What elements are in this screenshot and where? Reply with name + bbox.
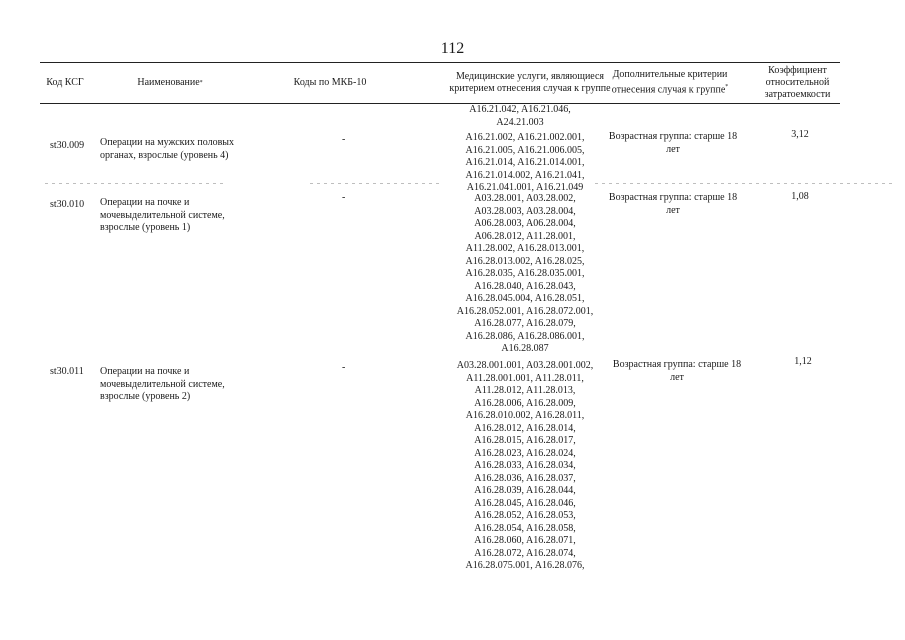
row-name: Операции на почке и мочевыделительной системе, взрослые (уровень 2) bbox=[100, 366, 225, 402]
row-mkb: - bbox=[342, 192, 346, 203]
row-mkb: - bbox=[342, 134, 346, 145]
service-line: A16.28.052, A16.28.053, bbox=[474, 510, 576, 521]
header-mkb-text: Коды по МКБ-10 bbox=[293, 77, 367, 88]
service-line: A11.28.012, A11.28.013, bbox=[474, 385, 576, 396]
service-line: A16.21.014, A16.21.014.001, bbox=[465, 157, 585, 168]
row-criteria: Возрастная группа: старше 18 лет bbox=[612, 359, 742, 383]
service-line: A16.28.012, A16.28.014, bbox=[474, 422, 576, 434]
service-line: A06.28.012, A11.28.001, bbox=[474, 230, 576, 242]
service-line: A16.28.060, A16.28.071, bbox=[474, 535, 576, 546]
header-name-text: Наименование bbox=[137, 77, 200, 88]
service-line: A16.21.042, A16.21.046, bbox=[469, 104, 571, 115]
service-line: A16.28.015, A16.28.017, bbox=[474, 435, 576, 446]
header-criteria-text: Дополнительные критерии отнесения случая к группе bbox=[611, 69, 728, 96]
row-mkb: - bbox=[342, 362, 346, 373]
carryover-services bbox=[440, 104, 600, 129]
service-line: A16.21.041.001, A16.21.049 bbox=[466, 182, 584, 193]
service-line: A16.28.072, A16.28.074, bbox=[474, 547, 576, 559]
service-line: A16.21.002, A16.21.002.001, bbox=[465, 132, 585, 143]
service-line: A16.28.013.002, A16.28.025, bbox=[465, 255, 585, 267]
row-coefficient: 1,08 bbox=[791, 191, 809, 202]
row-code: st30.011 bbox=[50, 366, 84, 377]
service-line: A16.28.033, A16.28.034, bbox=[474, 460, 576, 471]
header-services-text: Медицинские услуги, являющиеся критерием отнесения случая к группе bbox=[449, 71, 611, 94]
header-coefficient-text: Коэффициент относительной затратоемкости bbox=[764, 65, 831, 100]
service-line: A16.28.075.001, A16.28.076, bbox=[465, 560, 585, 571]
row-services bbox=[445, 360, 605, 573]
header-code bbox=[40, 63, 90, 103]
header-mkb bbox=[260, 63, 400, 103]
row-criteria: Возрастная группа: старше 18 лет bbox=[608, 192, 738, 216]
service-line: A16.28.010.002, A16.28.011, bbox=[465, 410, 585, 421]
header-name bbox=[100, 63, 240, 103]
service-line: A16.28.054, A16.28.058, bbox=[474, 522, 576, 534]
service-line: A16.28.023, A16.28.024, bbox=[474, 447, 576, 459]
service-line: A03.28.003, A03.28.004, bbox=[474, 205, 576, 217]
header-criteria-mark: * bbox=[725, 84, 729, 91]
scan-noise bbox=[595, 183, 895, 184]
row-code: st30.009 bbox=[50, 140, 85, 151]
service-line: A16.28.045.004, A16.28.051, bbox=[465, 293, 585, 304]
service-line: A24.21.003 bbox=[496, 116, 544, 128]
service-line: A16.21.005, A16.21.006.005, bbox=[465, 144, 585, 156]
scan-noise bbox=[310, 183, 440, 184]
service-line: A16.28.045, A16.28.046, bbox=[474, 497, 576, 509]
service-line: A16.28.006, A16.28.009, bbox=[474, 397, 576, 409]
service-line: A16.28.086, A16.28.086.001, bbox=[465, 330, 585, 342]
service-line: A06.28.003, A06.28.004, bbox=[474, 218, 576, 229]
row-criteria: Возрастная группа: старше 18 лет bbox=[608, 131, 738, 155]
service-line: A03.28.001.001, A03.28.001.002, bbox=[456, 360, 594, 371]
service-line: A11.28.002, A16.28.013.001, bbox=[465, 243, 585, 254]
service-line: A16.28.087 bbox=[501, 343, 549, 354]
header-code-text: Код КСГ bbox=[46, 77, 84, 88]
page-number: 112 bbox=[440, 40, 465, 57]
service-line: A16.21.014.002, A16.21.041, bbox=[465, 169, 585, 181]
row-coefficient: 1,12 bbox=[794, 356, 812, 367]
service-line: A16.28.077, A16.28.079, bbox=[474, 318, 576, 329]
scan-noise bbox=[45, 183, 225, 184]
service-line: A16.28.052.001, A16.28.072.001, bbox=[456, 305, 594, 317]
service-line: A16.28.035, A16.28.035.001, bbox=[465, 268, 585, 279]
ksg-table bbox=[40, 62, 840, 104]
row-services bbox=[445, 193, 605, 356]
row-services bbox=[445, 132, 605, 195]
row-name: Операции на почке и мочевыделительной системе, взрослые (уровень 1) bbox=[100, 197, 225, 233]
table-header bbox=[40, 62, 840, 104]
service-line: A03.28.001, A03.28.002, bbox=[474, 193, 576, 204]
row-code: st30.010 bbox=[50, 199, 85, 210]
header-name-mark: * bbox=[199, 80, 203, 86]
header-coefficient bbox=[755, 63, 840, 103]
row-coefficient: 3,12 bbox=[791, 129, 809, 140]
service-line: A11.28.001.001, A11.28.011, bbox=[466, 372, 584, 384]
row-name: Операции на мужских половых органах, взрослые (уровень 4) bbox=[100, 137, 235, 161]
service-line: A16.28.040, A16.28.043, bbox=[474, 280, 576, 292]
header-criteria bbox=[600, 63, 740, 103]
service-line: A16.28.036, A16.28.037, bbox=[474, 472, 576, 484]
service-line: A16.28.039, A16.28.044, bbox=[474, 485, 576, 496]
header-services bbox=[440, 63, 620, 103]
